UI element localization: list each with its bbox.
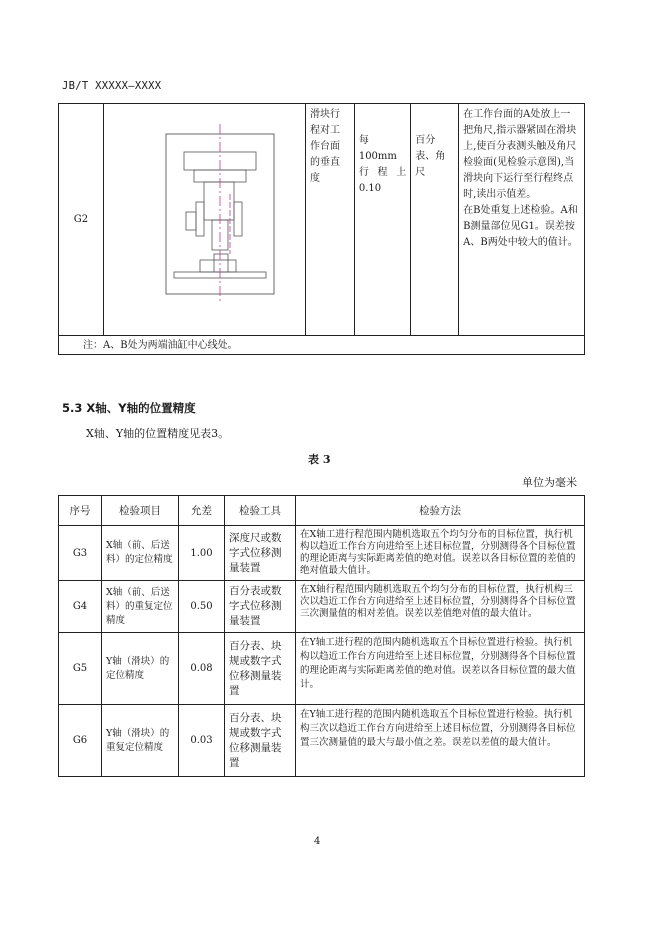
row-item: Y轴（滑块）的定位精度 [102,633,179,705]
row-tools: 百分表、块规或数字式位移测量装置 [225,633,296,705]
tolerance-cell [354,104,410,336]
table-row [59,581,585,633]
row-tolerance: 0.08 [179,633,225,705]
method-cell [459,104,585,336]
table-3 [58,495,585,777]
row-tolerance: 1.00 [179,526,225,581]
table-note: 注：A、B处为两端油缸中心线处。 [59,336,585,355]
document-code: JB/T XXXXX—XXXX [62,80,162,92]
row-id: G4 [59,581,102,633]
tools-cell [411,104,459,336]
row-method: 在Y轴工进行程的范围内随机选取五个目标位置进行检验。执行机构三次以趋近工作台方向进给至上述目标位置，分别测得各目标位置三次测量值的最大与最小值之差。误差以差值的最大值计。 [296,705,585,777]
inspection-diagram [104,104,305,335]
method-paragraph-2: 在B处重复上述检验。A和B测量部位见G1。误差按A、B两处中较大的值计。 [463,205,578,248]
row-tools: 深度尺或数字式位移测量装置 [225,526,296,581]
tolerance-text: 每 100mm 行 程 上 0.10 [358,135,407,194]
header-seq: 序号 [59,496,102,526]
table-row [59,526,585,581]
page-number: 4 [314,836,321,847]
row-id: G5 [59,633,102,705]
row-item: X轴（前、后送料）的重复定位精度 [102,581,179,633]
method-paragraph-1: 在工作台面的A处放上一把角尺,指示器紧固在滑块上,使百分表测头触及角尺检验面(见检验示意图),当滑块向下运行至行程终点时,读出示值差。 [463,109,577,200]
item-name-cell: 滑块行程对工作台面的垂直度 [305,104,354,336]
inspection-table-g2 [58,103,585,355]
row-method: 在X轴行程范围内随机选取五个均匀分布的目标位置，执行机构三次以趋近工作台方向进给至上述目标位置，分别测得各个目标位置三次测量值的相对差值。误差以差值绝对值的最大值计。 [296,581,585,633]
row-id: G3 [59,526,102,581]
section-intro: X轴、Y轴的位置精度见表3。 [86,427,230,440]
row-tolerance: 0.50 [179,581,225,633]
table-row [59,633,585,705]
row-id: G6 [59,705,102,777]
tools-text: 百分表、角尺 [415,135,446,178]
header-tolerance: 允差 [179,496,225,526]
item-id-cell: G2 [59,104,104,336]
section-heading: 5.3 X轴、Y轴的位置精度 [62,401,196,415]
row-tools: 百分表或数字式位移测量装置 [225,581,296,633]
row-item: Y轴（滑块）的重复定位精度 [102,705,179,777]
header-method: 检验方法 [296,496,585,526]
unit-label: 单位为毫米 [522,476,577,489]
row-method: 在Y轴工进行程的范围内随机选取五个目标位置进行检验。执行机构以趋近工作台方向进给至上述目标位置，分别测得各个目标位置的理论距离与实际距离差值的绝对值。误差以各目标位置的最大值计。 [296,633,585,705]
row-item: X轴（前、后送料）的定位精度 [102,526,179,581]
row-tools: 百分表、块规或数字式位移测量装置 [225,705,296,777]
header-tools: 检验工具 [225,496,296,526]
row-method: 在X轴工进行程范围内随机选取五个均匀分布的目标位置，执行机构以趋近工作台方向进给至上述目标位置，分别测得各个目标位置的理论距离与实际距离差值的绝对值。误差以各目标位置的差值的绝对值最大值计。 [296,526,585,581]
row-tolerance: 0.03 [179,705,225,777]
header-item: 检验项目 [102,496,179,526]
diagram-cell [103,104,305,336]
table-caption: 表 3 [308,453,331,466]
table-row [59,705,585,777]
